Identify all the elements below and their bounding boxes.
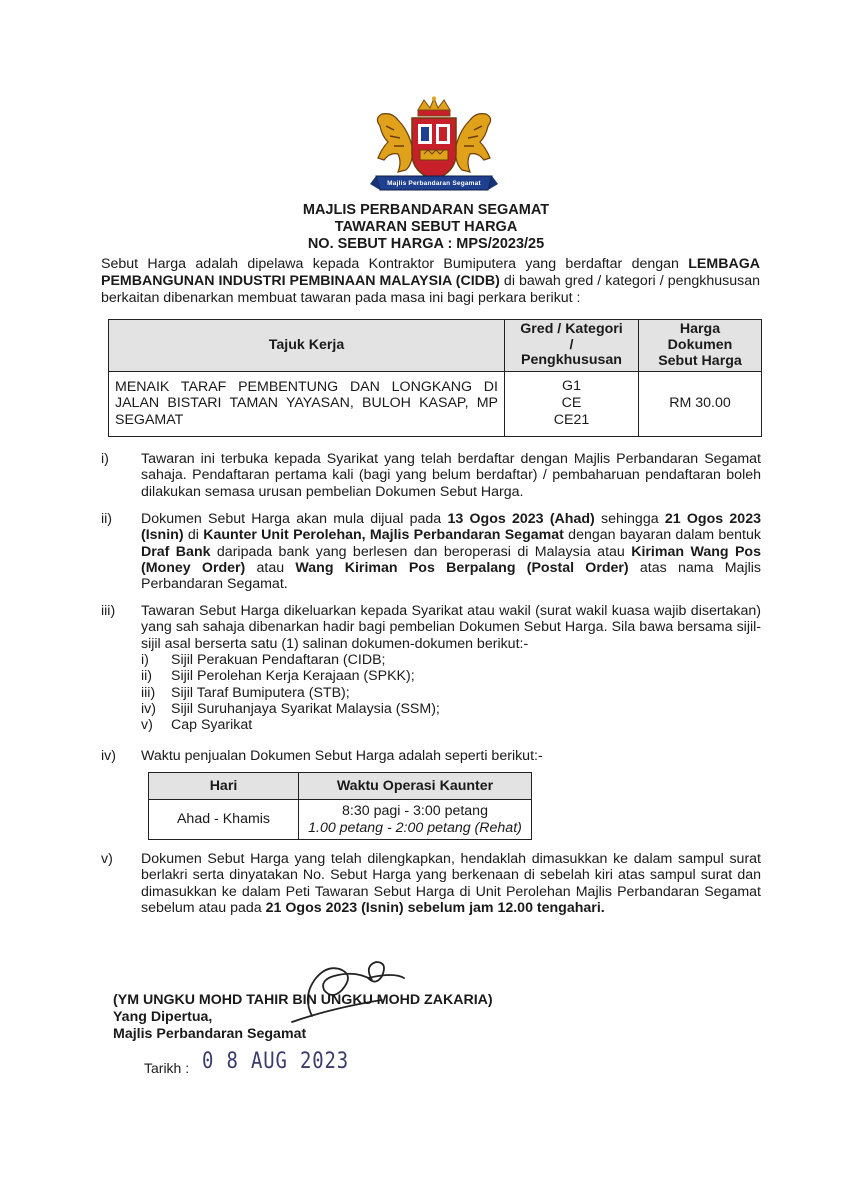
submission-deadline: 21 Ogos 2023 (Isnin) sebelum jam 12.00 tengahari. [265,899,605,916]
item-ii-part-1: Dokumen Sebut Harga akan mula dijual pada [141,511,448,527]
list-item [141,685,541,701]
item-i-marker: i) [101,451,109,467]
item-ii-part-6: atau [245,559,296,576]
grade-cell [505,371,639,436]
item-v-part-1: Dokumen Sebut Harga yang telah dilengkapkan, hendaklah dimasukkan ke dalam sampul surat berlakri serta dinyatakan No. Sebut Harga yang berkenaan di sebelah kiri atas sampul surat dan dimasukkan ke dalam Peti Tawaran Sebut Harga di Unit Perolehan Majlis Perbandaran Segamat sebelum atau pada [141,851,761,916]
day-value: Ahad - Khamis [176,811,271,828]
work-title-cell [109,371,505,436]
sale-counter: Kaunter Unit Perolehan, Majlis Perbandaran Segamat [203,527,564,544]
reference-number: NO. SEBUT HARGA : MPS/2023/25 [307,236,545,252]
list-item [141,652,541,668]
col-header-hours: Waktu Operasi Kaunter [299,773,532,800]
list-item-label: Cap Syarikat [171,717,253,734]
break-hours: 1.00 petang - 2:00 petang (Rehat) [308,819,522,836]
work-table [108,319,762,437]
list-item-number: i) [141,652,149,668]
specialization-value: CE21 [553,412,590,428]
notice-title: TAWARAN SEBUT HARGA [334,219,518,235]
signoff-block [113,992,493,1043]
item-iv-marker: iv) [101,748,116,764]
item-v-marker: v) [101,851,113,867]
list-item [141,701,541,717]
grade-value: G1 [562,378,581,394]
intro-text-2: di bawah gred / kategori / pengkhususan berkaitan dibenarkan membuat tawaran pada masa ini bagi perkara berikut : [101,272,760,306]
hours-table [148,772,532,840]
col-header-grade: Gred / Kategori / Pengkhususan [505,320,639,372]
price-cell [639,371,762,436]
crest-ribbon-text: Majlis Perbandaran Segamat [387,180,481,187]
work-title: MENAIK TARAF PEMBENTUNG DAN LONGKANG DI JALAN BISTARI TAMAN YAYASAN, BULOH KASAP, MP SEGAMAT [115,379,498,428]
sale-end-date: 21 Ogos 2023 (Isnin) [141,511,761,544]
signatory-name: (YM UNGKU MOHD TAHIR BIN UNGKU MOHD ZAKARIA) [113,992,493,1008]
price-value: RM 30.00 [669,395,731,412]
signatory-title: Yang Dipertua, [113,1009,213,1025]
item-ii-part-5: daripada bank yang berlesen dan beroperasi di Malaysia atau [210,543,632,560]
col-header-day: Hari [149,773,299,800]
item-iv-text: Waktu penjualan Dokumen Sebut Harga adalah seperti berikut:- [141,748,543,764]
list-item-number: iv) [141,700,156,717]
list-item-number: ii) [141,668,153,685]
list-item [141,717,541,733]
item-i-text: Tawaran ini terbuka kepada Syarikat yang telah berdaftar dengan Majlis Perbandaran Segamat sahaja. Pendaftaran pertama kali (bagi yang belum berdaftar) / pembaharuan pendaftaran boleh dilakukan semasa urusan pembelian Dokumen Sebut Harga. [141,451,761,500]
list-item-label: Sijil Suruhanjaya Syarikat Malaysia (SSM); [171,700,440,717]
required-documents-list [141,652,541,733]
day-cell [149,800,299,840]
list-item-label: Sijil Perolehan Kerja Kerajaan (SPKK); [171,668,415,685]
date-stamp: 0 8 AUG 2023 [202,1049,350,1074]
item-ii-part-7: atas nama Majlis Perbandaran Segamat. [141,559,761,593]
date-label: Tarikh : [144,1060,190,1076]
sale-start-date: 13 Ogos 2023 (Ahad) [447,511,595,527]
council-name: MAJLIS PERBANDARAN SEGAMAT [302,202,550,218]
hours-cell [299,800,532,840]
list-item-number: iii) [141,684,156,701]
item-v-text [141,851,761,916]
intro-cidb: LEMBAGA PEMBANGUNAN INDUSTRI PEMBINAAN MALAYSIA (CIDB) [101,256,760,289]
intro-paragraph [101,256,760,306]
item-ii-part-2: sehingga [594,511,665,527]
list-item-label: Sijil Taraf Bumiputera (STB); [171,684,350,701]
item-ii-marker: ii) [101,511,113,527]
operating-hours: 8:30 pagi - 3:00 petang [342,802,488,819]
payment-postal-order: Wang Kiriman Pos Berpalang (Postal Order) [295,559,629,576]
item-ii-part-4: dengan bayaran dalam bentuk [563,527,761,544]
payment-bank-draft: Draf Bank [141,543,211,560]
col-header-title: Tajuk Kerja [109,320,505,372]
list-item-number: v) [141,717,153,734]
list-item [141,668,541,684]
item-iii-text: Tawaran Sebut Harga dikeluarkan kepada Syarikat atau wakil (surat wakil kuasa wajib disertakan) yang sah sahaja dibenarkan hadir bagi pembelian Dokumen Sebut Harga. Sila bawa bersama sijil-sijil asal berserta satu (1) salinan dokumen-dokumen berikut:- [141,603,761,652]
item-ii-text [141,511,761,592]
intro-text-1: Sebut Harga adalah dipelawa kepada Kontraktor Bumiputera yang berdaftar dengan [101,256,689,272]
col-header-price: Harga Dokumen Sebut Harga [639,320,762,372]
signatory-org: Majlis Perbandaran Segamat [113,1026,307,1042]
list-item-label: Sijil Perakuan Pendaftaran (CIDB; [171,652,386,668]
item-iii-marker: iii) [101,603,116,619]
payment-money-order: Kiriman Wang Pos (Money Order) [141,543,761,576]
item-ii-part-3: di [183,527,204,544]
category-value: CE [561,395,582,411]
